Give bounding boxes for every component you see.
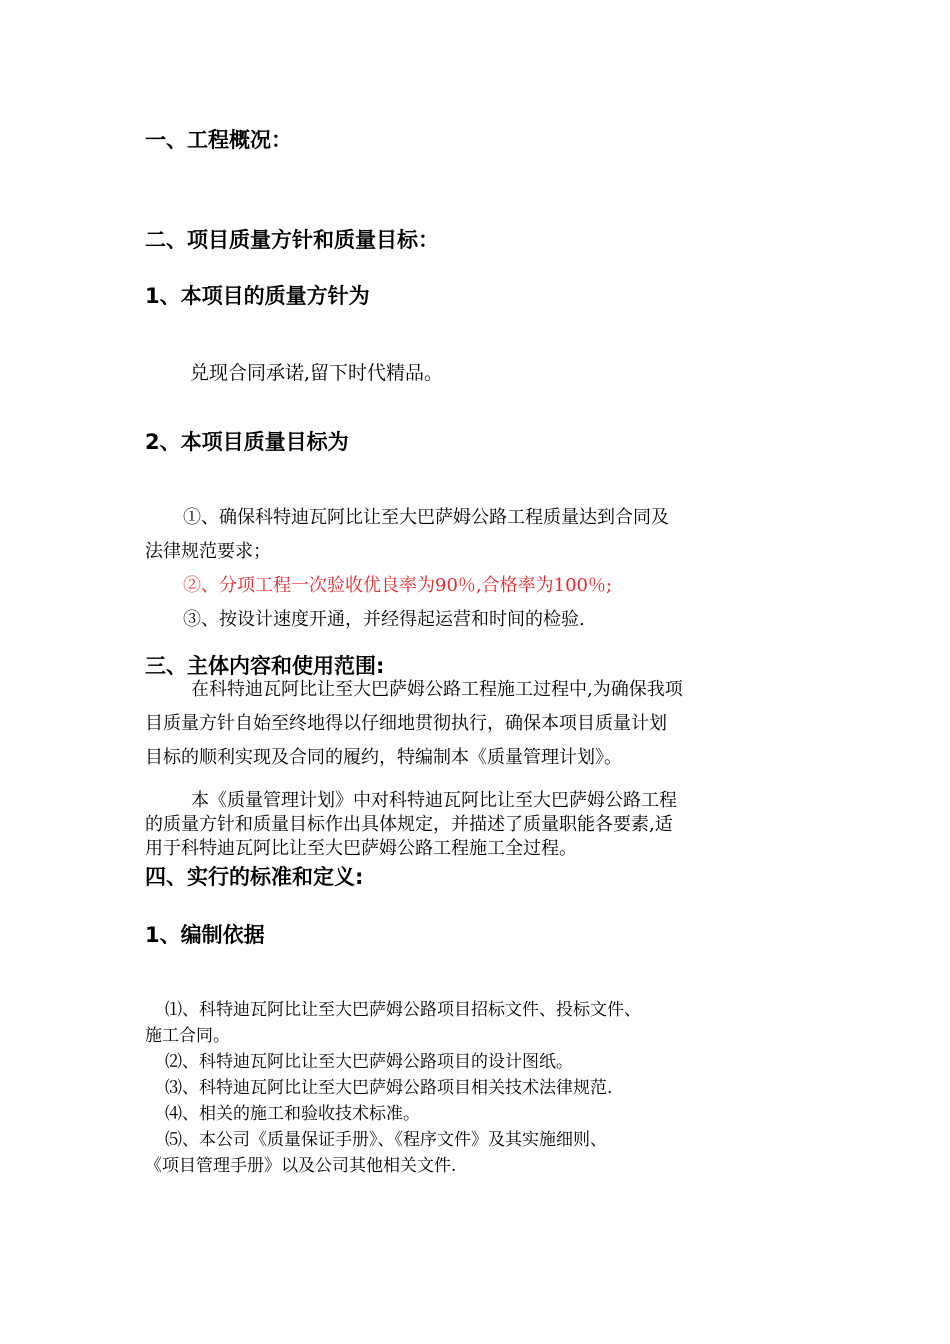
goal-item-3: ③、按设计速度开通，并经得起运营和时间的检验. [183, 609, 585, 630]
scope-p2-line-2: 的质量方针和质量目标作出具体规定，并描述了质量职能各要素,适 [145, 814, 673, 835]
basis-item-2: ⑵、科特迪瓦阿比让至大巴萨姆公路项目的设计图纸。 [165, 1052, 573, 1072]
policy-heading: 1、本项目的质量方针为 [145, 284, 370, 308]
section2-heading: 二、项目质量方针和质量目标： [145, 228, 439, 252]
goal-item-2: ②、分项工程一次验收优良率为90％,合格率为100％; [183, 575, 613, 596]
basis-item-5-line-1: ⑸、本公司《质量保证手册》、《程序文件》及其实施细则、 [165, 1130, 607, 1150]
basis-item-1-line-2: 施工合同。 [145, 1026, 230, 1046]
section4-heading: 四、实行的标准和定义: [145, 865, 364, 889]
scope-p2-line-1: 本《质量管理计划》中对科特迪瓦阿比让至大巴萨姆公路工程 [191, 790, 677, 811]
basis-item-3: ⑶、科特迪瓦阿比让至大巴萨姆公路项目相关技术法律规范. [165, 1078, 613, 1098]
goals-list [145, 501, 815, 637]
scope-p2-line-3: 用于科特迪瓦阿比让至大巴萨姆公路工程施工全过程。 [145, 838, 577, 859]
scope-p1-line-1: 在科特迪瓦阿比让至大巴萨姆公路工程施工过程中,为确保我项 [191, 679, 683, 700]
basis-item-5-line-2: 《项目管理手册》以及公司其他相关文件. [145, 1156, 457, 1176]
scope-p1-line-2: 目质量方针自始至终地得以仔细地贯彻执行，确保本项目质量计划 [145, 713, 667, 734]
section3-heading: 三、主体内容和使用范围: [145, 654, 385, 678]
basis-item-1-line-1: ⑴、科特迪瓦阿比让至大巴萨姆公路项目招标文件、投标文件、 [165, 1000, 641, 1020]
policy-text: 兑现合同承诺,留下时代精品。 [190, 362, 444, 384]
goals-heading: 2、本项目质量目标为 [145, 430, 349, 454]
goal-item-1-line-2: 法律规范要求； [145, 541, 271, 562]
basis-list [145, 997, 815, 1179]
goal-item-1-line-1: ①、确保科特迪瓦阿比让至大巴萨姆公路工程质量达到合同及 [183, 507, 669, 528]
section1-heading: 一、工程概况： [145, 128, 292, 152]
scope-paragraph-1 [145, 673, 815, 775]
scope-p1-line-3: 目标的顺利实现及合同的履约，特编制本《质量管理计划》。 [145, 747, 622, 768]
scope-paragraph-2 [145, 789, 815, 861]
basis-item-4: ⑷、相关的施工和验收技术标准。 [165, 1104, 420, 1124]
basis-heading: 1、编制依据 [145, 923, 265, 947]
